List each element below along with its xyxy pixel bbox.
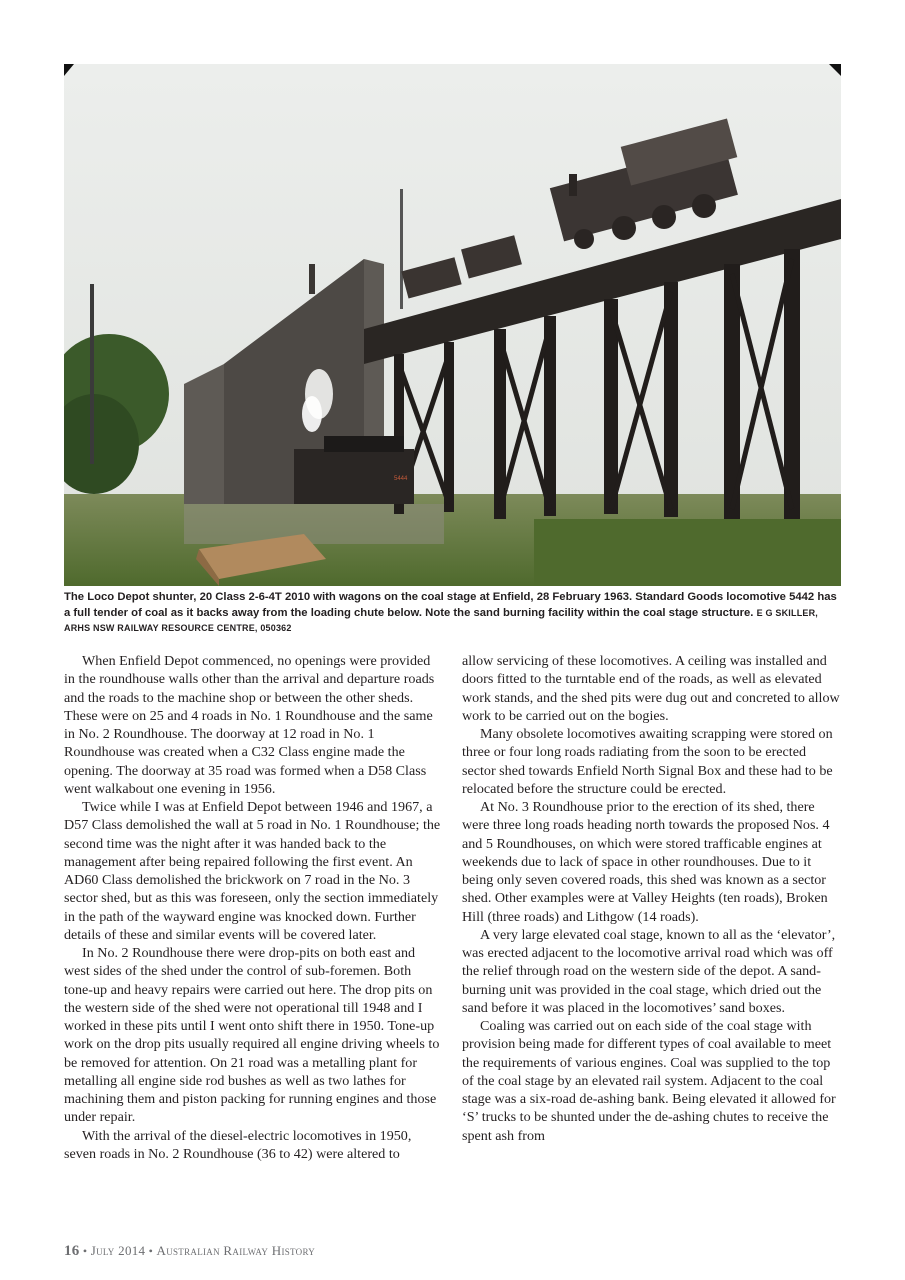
paragraph: Many obsolete locomotives awaiting scrapping were stored on three or four long roads radiating from the soon to be erected sector shed towards Enfield North Signal Box and these had to be relocated before the structure could be erected.	[462, 726, 833, 797]
page-footer	[64, 1243, 315, 1260]
separator: •	[148, 1244, 154, 1258]
paragraph: Twice while I was at Enfield Depot between 1946 and 1967, a D57 Class demolished the wall at 5 road in No. 1 Roundhouse; the second time was the night after it was handed back to the management after being repaired following the first event. An AD60 Class demolished the brickwork on 7 road in the No. 3 sector shed, but as this was foreseen, only the section immediately in the path of the wayward engine was knocked down. Further details of these and similar events will be covered later.	[64, 799, 441, 943]
paragraph: Coaling was carried out on each side of the coal stage with provision being made for different types of coal available to meet the requirements of various engines. Coal was supplied to the top of the coal stage by an elevated rail system. Adjacent to the coal stage was a six-road de-ashing bank. Being elevated it allowed for ‘S’ trucks to be shunted under the de-ashing chutes to receive the spent ash from	[462, 1018, 836, 1144]
caption-text: The Loco Depot shunter, 20 Class 2-6-4T 2010 with wagons on the coal stage at Enfield, 28 February 1963. Standard Goods locomotive 5442 has a full tender of coal as it backs away from the loading chute below. Note the sand burning facility within the coal stage structure.	[64, 591, 837, 619]
photo-credit: E G SKILLER, ARHS NSW RAILWAY RESOURCE CENTRE, 050362	[64, 607, 818, 634]
paragraph: In No. 2 Roundhouse there were drop-pits on both east and west sides of the shed under the control of sub-foremen. Both tone-up and heavy repairs were carried out here. The drop pits on the western side of the shed were not operational till 1948 and I worked in these pits until I went onto shift there in 1950. Tone-up work on the drop pits usually required all engine driving wheels to be removed for attention. On 21 road was a metalling plant for metalling all engine side rod bushes as well as two lathes for machining them and piston packing for running engines and those under repair.	[64, 945, 440, 1126]
issue-date: July 2014	[90, 1243, 146, 1258]
body-column-left	[64, 652, 442, 1163]
page-number: 16	[64, 1243, 80, 1259]
paragraph: When Enfield Depot commenced, no openings were provided in the roundhouse walls other than the arrival and departure roads and the roads to the machine shop or between the other sheds. These were on 25 and 4 roads in No. 1 Roundhouse and the same in No. 2 Roundhouse. The doorway at 12 road in No. 1 Roundhouse was created when a C32 Class engine made the opening. The doorway at 35 road was formed when a D58 Class went walkabout one evening in 1956.	[64, 653, 435, 797]
separator: •	[82, 1244, 88, 1258]
paragraph: A very large elevated coal stage, known to all as the ‘elevator’, was erected adjacent to the locomotive arrival road which was off the relief through road on the western side of the depot. A sand-burning unit was provided in the coal stage, which dried out the sand before it was placed in the locomotives’ sand boxes.	[462, 926, 836, 1016]
tender-number: 5444	[394, 476, 408, 482]
magazine-title: Australian Railway History	[156, 1243, 316, 1258]
paragraph: allow servicing of these locomotives. A ceiling was installed and doors fitted to the turntable end of the roads, as well as elevated work stands, and the shed pits were dug out and concreted to allow work to be carried out on the bogies.	[462, 653, 840, 724]
paragraph: At No. 3 Roundhouse prior to the erection of its shed, there were three long roads heading north towards the proposed Nos. 4 and 5 Roundhouses, on which were stored trafficable engines at weekends due to lack of space in other roundhouses. Due to it being only seven covered roads, this shed was known as a sector shed. Other examples were at Valley Heights (ten roads), Broken Hill (three roads) and Lithgow (14 roads).	[462, 799, 830, 925]
paragraph: With the arrival of the diesel-electric locomotives in 1950, seven roads in No. 2 Roundhouse (36 to 42) were altered to	[64, 1127, 412, 1162]
coal-stage-photo	[64, 64, 841, 586]
photo-caption	[64, 590, 841, 637]
body-column-right	[462, 652, 840, 1145]
